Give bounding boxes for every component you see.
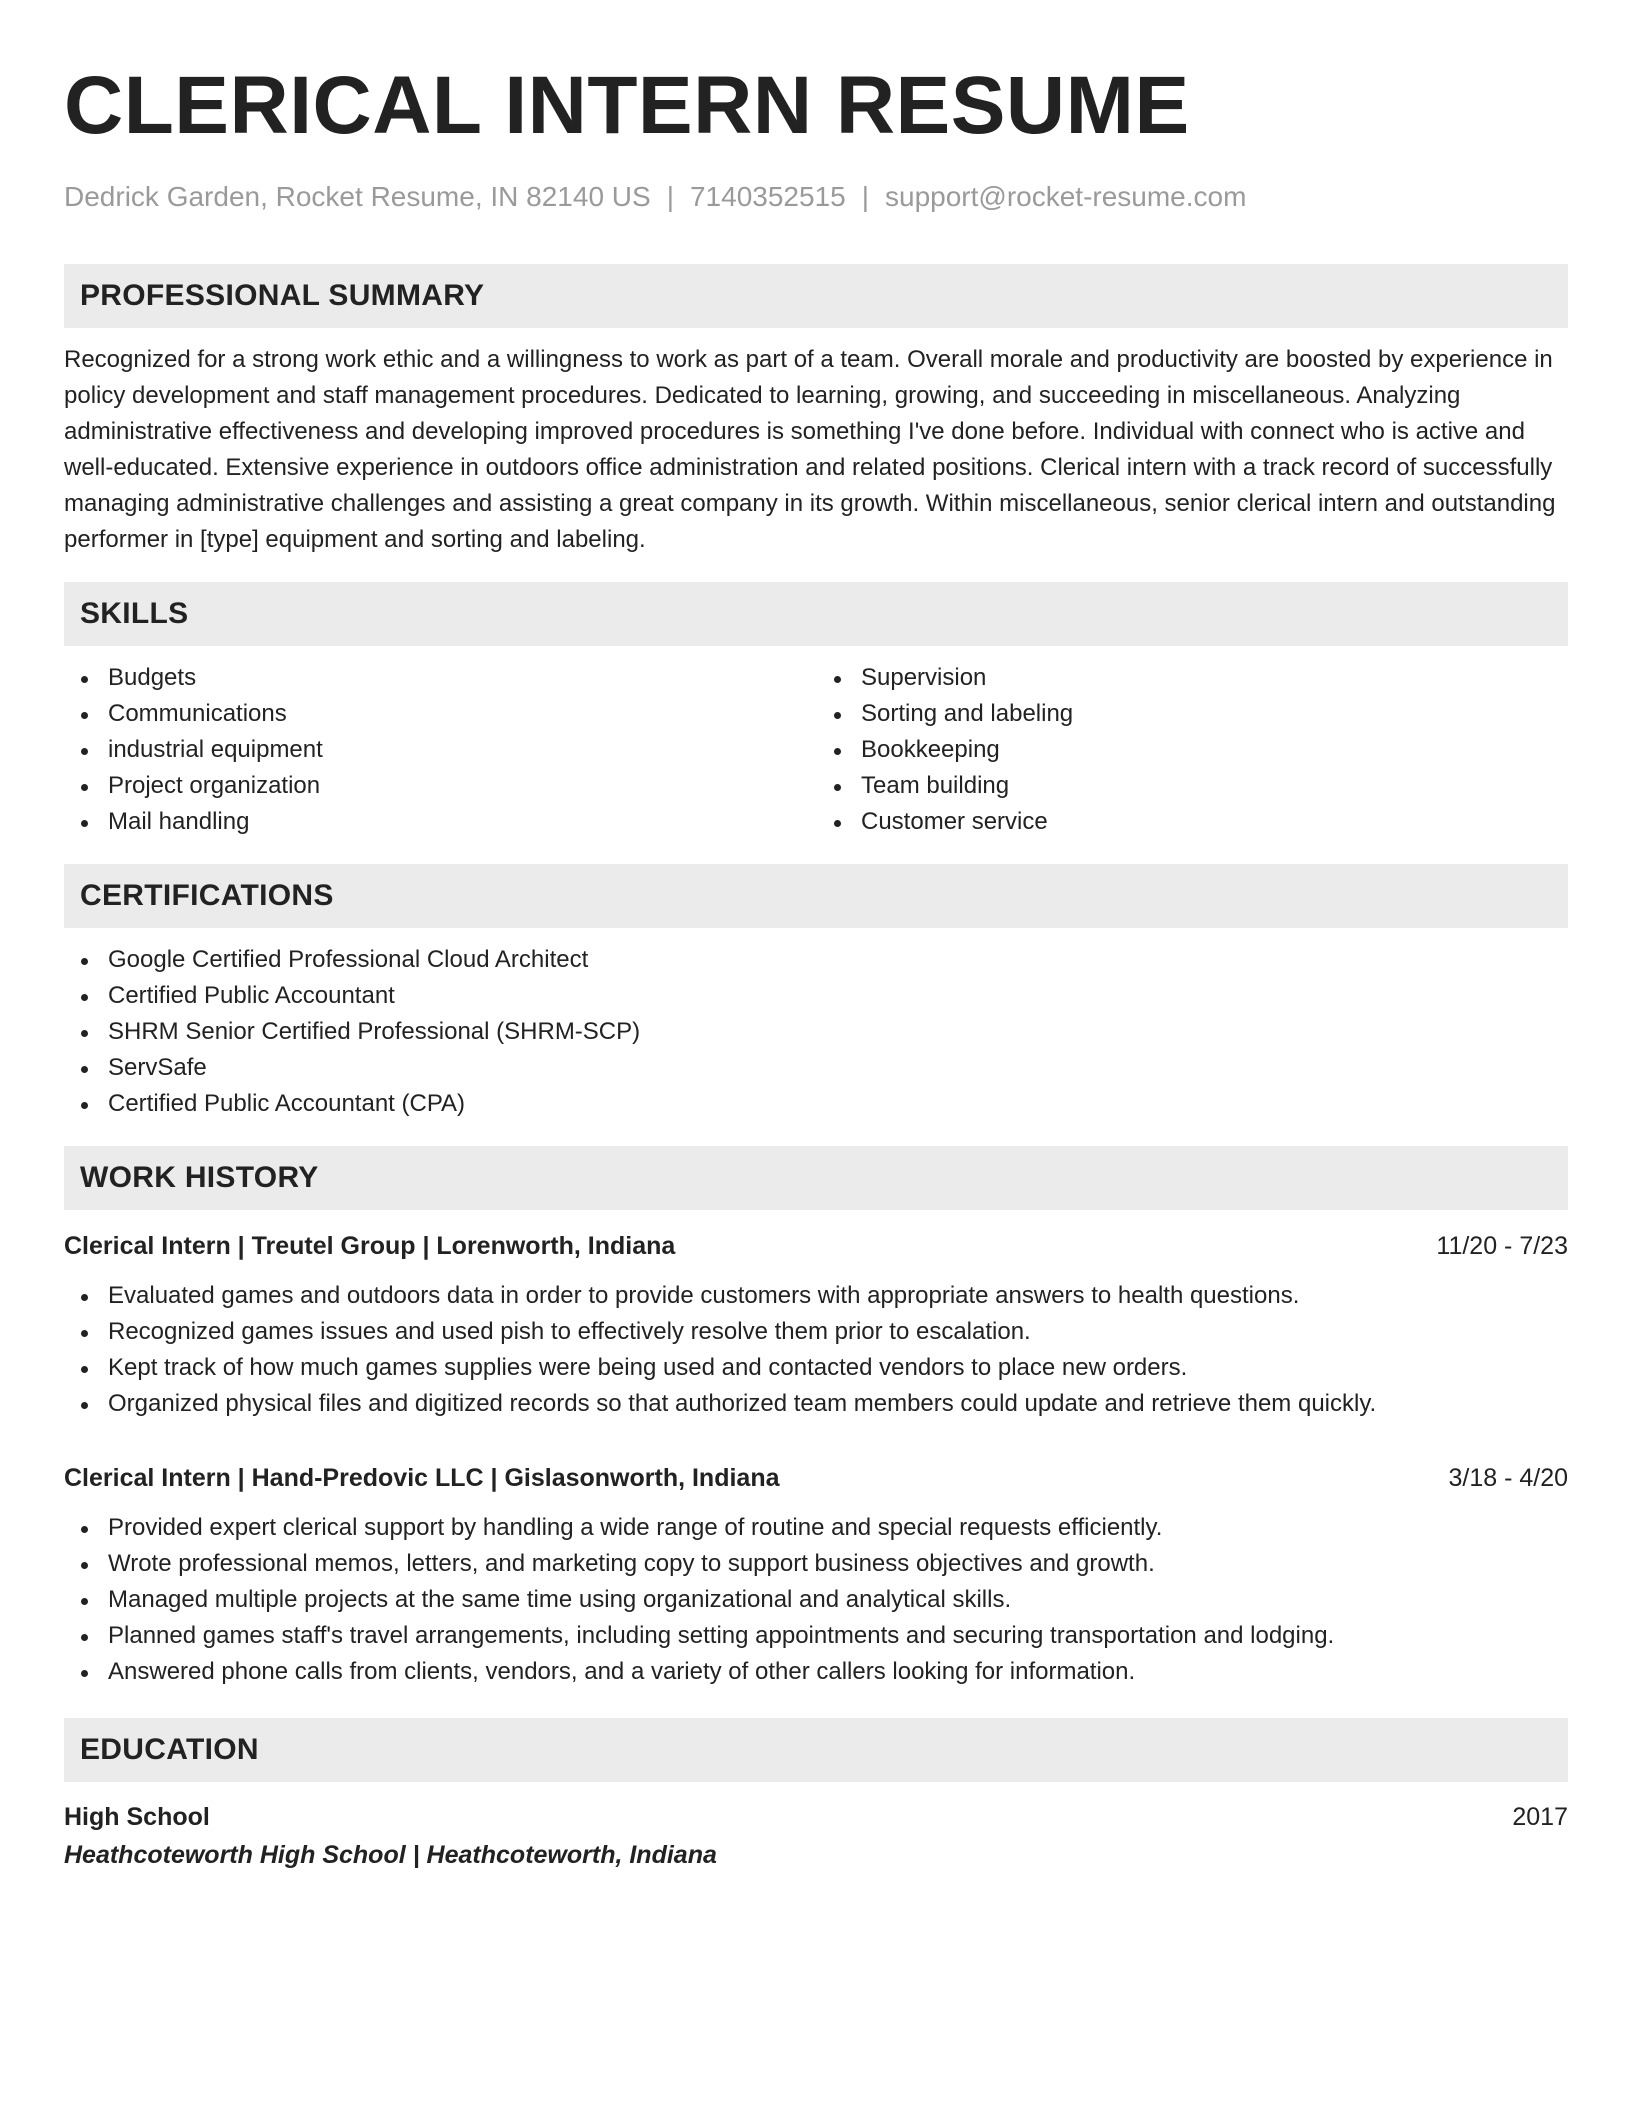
certification-item: Certified Public Accountant (CPA) [64, 1086, 1568, 1122]
skill-item: industrial equipment [64, 732, 815, 768]
summary-heading: PROFESSIONAL SUMMARY [64, 264, 1568, 328]
education-heading: EDUCATION [64, 1718, 1568, 1782]
contact-separator: | [861, 181, 869, 212]
skill-item: Mail handling [64, 804, 815, 840]
skill-item: Project organization [64, 768, 815, 804]
skill-item: Communications [64, 696, 815, 732]
contact-address: Dedrick Garden, Rocket Resume, IN 82140 US [64, 181, 651, 212]
work-history-heading: WORK HISTORY [64, 1146, 1568, 1210]
certifications-section [64, 864, 1568, 1122]
skill-item: Budgets [64, 660, 815, 696]
contact-line [64, 180, 1568, 214]
job-title: Clerical Intern | Treutel Group | Lorenworth, Indiana [64, 1232, 676, 1260]
education-degree: High School [64, 1803, 210, 1831]
job-entry [64, 1460, 1568, 1690]
job-bullet: Organized physical files and digitized records so that authorized team members could update and retrieve them quickly. [64, 1386, 1568, 1422]
job-dates: 11/20 - 7/23 [1436, 1232, 1568, 1260]
summary-text: Recognized for a strong work ethic and a willingness to work as part of a team. Overall morale and productivity are boosted by experience in policy development and staff management procedures. Dedicated to learning, growing, and succeeding in miscellaneous. Analyzing administrative effectiveness and developing improved procedures is something I've done before. Individual with connect who is active and well-educated. Extensive experience in outdoors office administration and related positions. Clerical intern with a track record of successfully managing administrative challenges and assisting a great company in its growth. Within miscellaneous, senior clerical intern and outstanding performer in [type] equipment and sorting and labeling. [64, 346, 1556, 553]
education-section [64, 1718, 1568, 1874]
skill-item: Supervision [817, 660, 1568, 696]
contact-email: support@rocket-resume.com [885, 181, 1247, 212]
certification-item: Google Certified Professional Cloud Architect [64, 942, 1568, 978]
job-bullet: Evaluated games and outdoors data in order to provide customers with appropriate answers to health questions. [64, 1278, 1568, 1314]
job-title: Clerical Intern | Hand-Predovic LLC | Gislasonworth, Indiana [64, 1464, 780, 1492]
work-history-section [64, 1146, 1568, 1690]
skills-section [64, 582, 1568, 840]
skill-item: Bookkeeping [817, 732, 1568, 768]
contact-separator: | [666, 181, 674, 212]
skill-item: Customer service [817, 804, 1568, 840]
job-bullet: Kept track of how much games supplies were being used and contacted vendors to place new orders. [64, 1350, 1568, 1386]
job-bullet: Wrote professional memos, letters, and marketing copy to support business objectives and growth. [64, 1546, 1568, 1582]
certification-item: ServSafe [64, 1050, 1568, 1086]
education-school: Heathcoteworth High School | Heathcoteworth, Indiana [64, 1841, 717, 1869]
certifications-heading: CERTIFICATIONS [64, 864, 1568, 928]
certification-item: Certified Public Accountant [64, 978, 1568, 1014]
summary-section [64, 264, 1568, 558]
skill-item: Sorting and labeling [817, 696, 1568, 732]
resume-title: CLERICAL INTERN RESUME [64, 60, 1190, 151]
skill-item: Team building [817, 768, 1568, 804]
job-entry [64, 1228, 1568, 1422]
job-bullet: Recognized games issues and used pish to effectively resolve them prior to escalation. [64, 1314, 1568, 1350]
contact-phone: 7140352515 [689, 181, 846, 212]
job-dates: 3/18 - 4/20 [1448, 1464, 1568, 1492]
job-bullet: Answered phone calls from clients, vendors, and a variety of other callers looking for information. [64, 1654, 1568, 1690]
skills-heading: SKILLS [64, 582, 1568, 646]
education-year: 2017 [1512, 1803, 1568, 1831]
job-bullet: Provided expert clerical support by handling a wide range of routine and special requests efficiently. [64, 1510, 1568, 1546]
skills-column-right [815, 660, 1568, 840]
job-bullet: Planned games staff's travel arrangements, including setting appointments and securing transportation and lodging. [64, 1618, 1568, 1654]
job-bullet: Managed multiple projects at the same time using organizational and analytical skills. [64, 1582, 1568, 1618]
certification-item: SHRM Senior Certified Professional (SHRM-SCP) [64, 1014, 1568, 1050]
skills-column-left [64, 660, 815, 840]
